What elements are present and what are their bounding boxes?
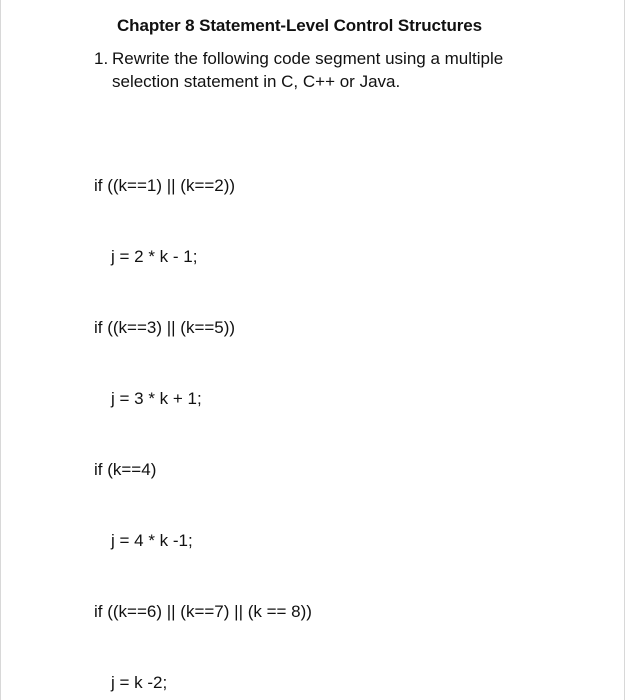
question-text-line-1: Rewrite the following code segment using a multiple — [112, 49, 504, 68]
code-line: if (k==4) — [94, 460, 157, 479]
code-line: j = 4 * k -1; — [111, 531, 193, 550]
code-line: j = k -2; — [111, 673, 168, 692]
question-1 — [94, 47, 503, 93]
code-line: j = 2 * k - 1; — [111, 247, 198, 266]
question-text-line-2: selection statement in C, C++ or Java. — [112, 72, 401, 91]
question-number: 1. — [94, 49, 109, 68]
code-line: if ((k==6) || (k==7) || (k == 8)) — [94, 602, 312, 621]
code-line: j = 3 * k + 1; — [111, 389, 202, 408]
code-line: if ((k==3) || (k==5)) — [94, 318, 236, 337]
page-title: Chapter 8 Statement-Level Control Structures — [117, 16, 482, 35]
code-segment — [94, 130, 312, 700]
question-line-1 — [94, 47, 503, 70]
code-line: if ((k==1) || (k==2)) — [94, 176, 236, 195]
